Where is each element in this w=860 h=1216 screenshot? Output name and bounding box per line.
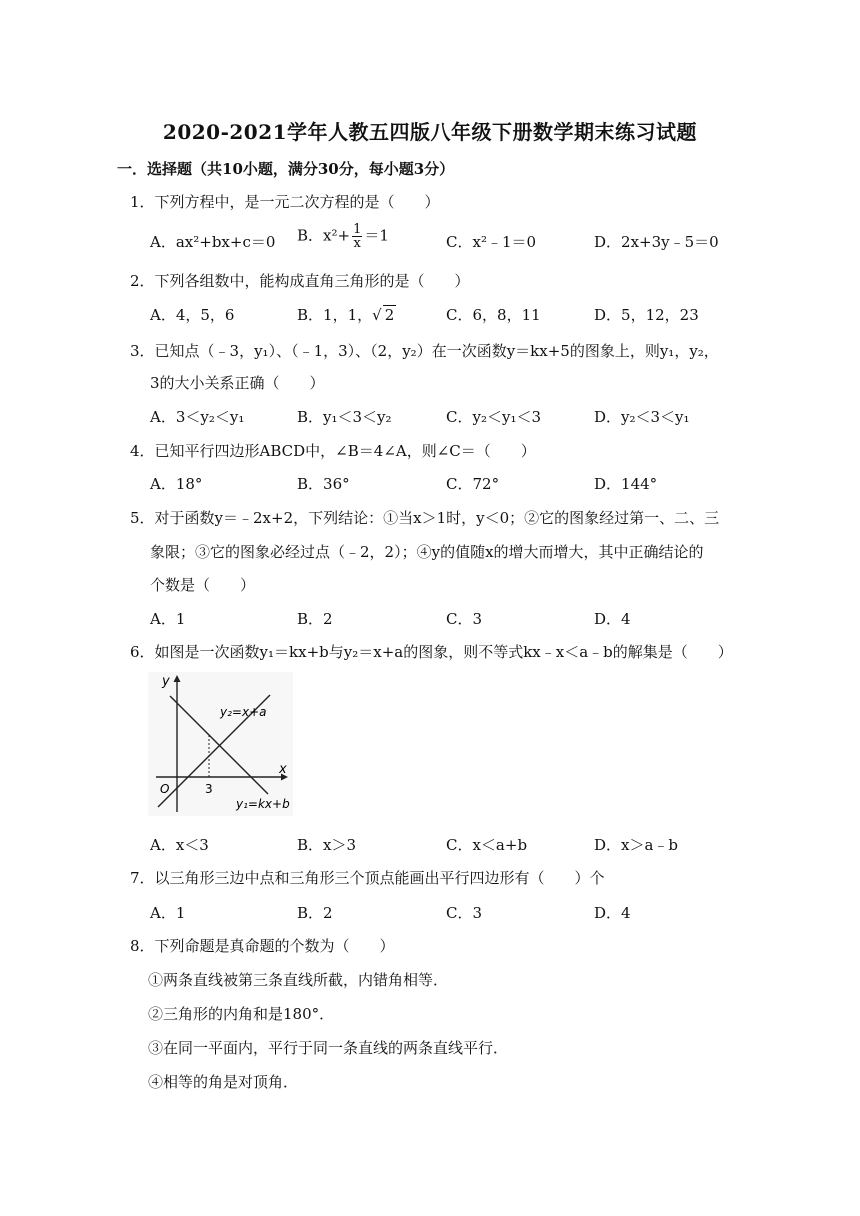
q3-option-a: A．3＜y₂＜y₁	[150, 408, 245, 426]
line-y2-label: y₂=x+a	[220, 705, 267, 719]
q2-option-c: C．6，8，11	[446, 306, 541, 324]
question-6-stem: 6．如图是一次函数y₁＝kx+b与y₂＝x+a的图象，则不等式kx﹣x＜a﹣b的解集是（ ）	[130, 643, 733, 661]
question-5-stem-line3: 个数是（ ）	[150, 576, 256, 594]
question-1-stem: 1．下列方程中，是一元二次方程的是（ ）	[130, 193, 440, 211]
question-4-stem: 4．已知平行四边形ABCD中，∠B＝4∠A，则∠C＝（ ）	[130, 442, 536, 460]
q5-option-a: A．1	[150, 610, 186, 628]
q8-statement-4: ④相等的角是对顶角．	[148, 1073, 299, 1091]
q4-option-a: A．18°	[150, 475, 203, 493]
q1-fraction: $\frac{1}{x}$	[353, 222, 362, 251]
q5-option-d: D．4	[594, 610, 631, 628]
q6-option-a: A．x＜3	[150, 836, 209, 854]
question-5-stem-line1: 5．对于函数y＝﹣2x+2，下列结论：①当x＞1时，y＜0；②它的图象经过第一、二、三	[130, 509, 720, 527]
question-7-stem: 7．以三角形三边中点和三角形三个顶点能画出平行四边形有（ ）个	[130, 869, 605, 887]
q2-option-a: A．4，5，6	[150, 306, 235, 324]
q1-option-a-math: ax²+bx+c＝0	[175, 233, 276, 251]
q7-option-d: D．4	[594, 904, 631, 922]
q6-option-b: B．x＞3	[297, 836, 357, 854]
y-axis-label: y	[162, 674, 170, 689]
origin-label: O	[160, 782, 170, 796]
q5-option-b: B．2	[297, 610, 333, 628]
q6-option-c: C．x＜a+b	[446, 836, 528, 854]
q1-option-b: B．x²+ $\frac{1}{x}$ ＝1	[297, 222, 389, 251]
q1-option-d: D．2x+3y﹣5＝0	[594, 233, 719, 251]
q1-option-c: C．x²﹣1＝0	[446, 233, 537, 251]
q2-option-b: B．1，1，√ 2	[297, 306, 395, 324]
question-3-stem-line2: 3的大小关系正确（ ）	[150, 374, 325, 392]
linear-functions-graph	[148, 672, 293, 816]
q4-option-d: D．144°	[594, 475, 658, 493]
q2-option-d: D．5，12，23	[594, 306, 699, 324]
question-3-stem-line1: 3．已知点（﹣3，y₁）、（﹣1，3）、（2，y₂）在一次函数y＝kx+5的图象上，则y₁，y₂，	[130, 342, 719, 360]
q8-statement-1: ①两条直线被第三条直线所截，内错角相等．	[148, 971, 449, 989]
question-2-stem: 2．下列各组数中，能构成直角三角形的是（ ）	[130, 272, 470, 290]
q3-option-b: B．y₁＜3＜y₂	[297, 408, 392, 426]
q6-option-d: D．x＞a﹣b	[594, 836, 679, 854]
q7-option-b: B．2	[297, 904, 333, 922]
q5-option-c: C．3	[446, 610, 483, 628]
sqrt-symbol: √ 2	[372, 306, 395, 324]
section-heading: 一．选择题（共10小题，满分30分，每小题3分）	[117, 160, 455, 178]
line-y1-label: y₁=kx+b	[236, 797, 290, 811]
q3-option-c: C．y₂＜y₁＜3	[446, 408, 541, 426]
q4-option-c: C．72°	[446, 475, 500, 493]
q3-option-d: D．y₂＜3＜y₁	[594, 408, 690, 426]
question-5-stem-line2: 象限；③它的图象必经过点（﹣2，2）；④y的值随x的增大而增大，其中正确结论的	[150, 543, 704, 561]
page-title: 2020-2021学年人教五四版八年级下册数学期末练习试题	[162, 120, 698, 144]
q4-option-b: B．36°	[297, 475, 350, 493]
q8-statement-2: ②三角形的内角和是180°．	[148, 1005, 335, 1023]
q7-option-a: A．1	[150, 904, 186, 922]
x-axis-label: x	[279, 762, 287, 777]
q8-statement-3: ③在同一平面内，平行于同一条直线的两条直线平行．	[148, 1039, 509, 1057]
q7-option-c: C．3	[446, 904, 483, 922]
question-8-stem: 8．下列命题是真命题的个数为（ ）	[130, 937, 395, 955]
q1-option-a: A．ax²+bx+c＝0	[150, 233, 276, 251]
tick-label-3: 3	[205, 782, 213, 796]
